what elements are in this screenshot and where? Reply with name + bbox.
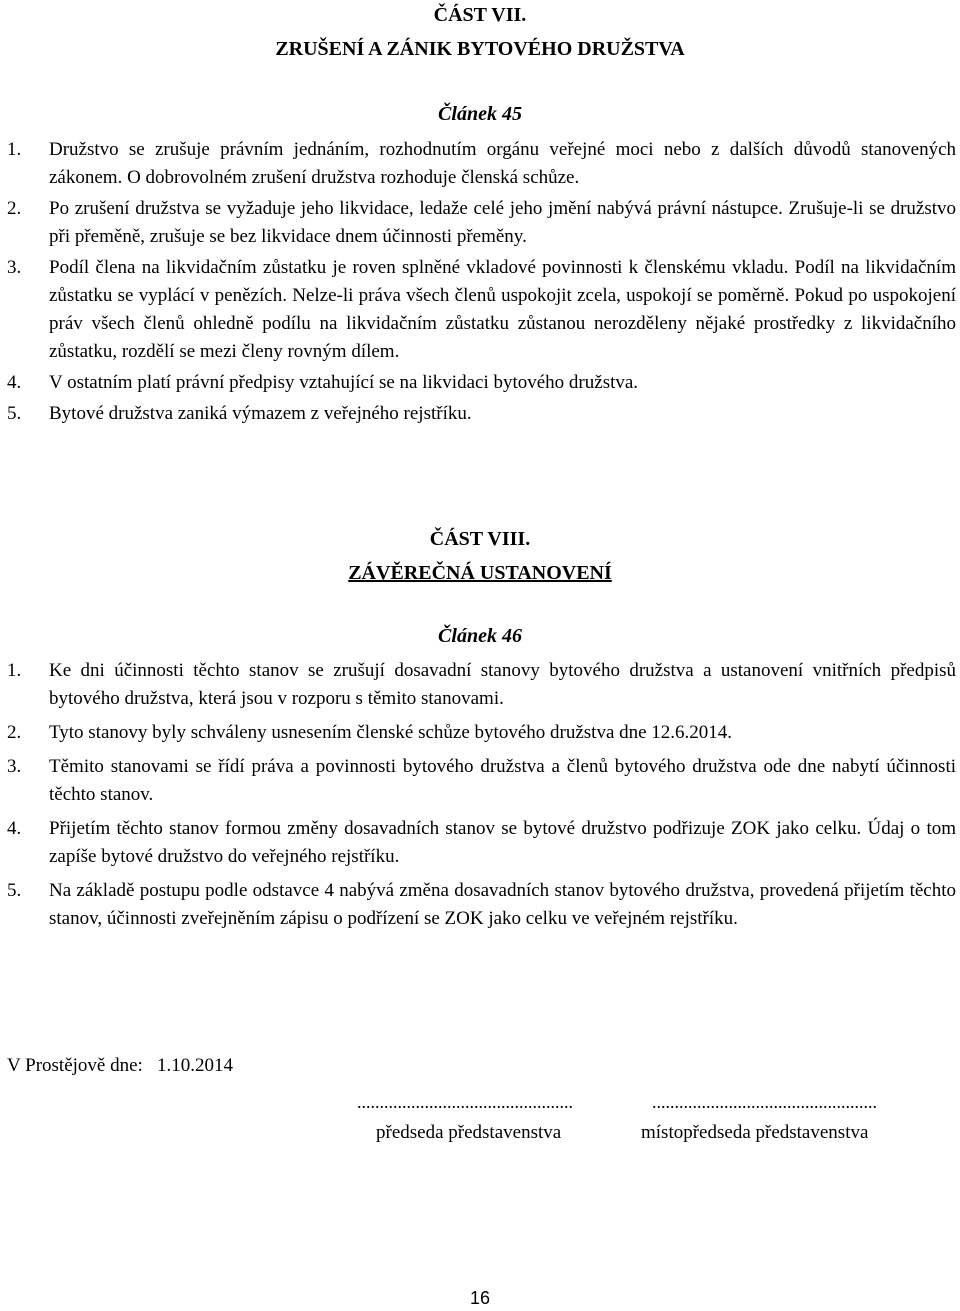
article-heading: Článek 45 xyxy=(438,103,522,125)
list-item: 5. Bytové družstva zaniká výmazem z veřejného rejstříku. xyxy=(7,403,472,424)
part-title: ZRUŠENÍ A ZÁNIK BYTOVÉHO DRUŽSTVA xyxy=(275,38,685,60)
place-and-date: V Prostějově dne: 1.10.2014 xyxy=(7,1055,234,1076)
item-text: V ostatním platí právní předpisy vztahující se na likvidaci bytového družstva. xyxy=(49,372,639,393)
article-46-list xyxy=(0,657,956,939)
item-text: Těmito stanovami se řídí práva a povinnosti bytového družstva a členů bytového družstva ode dne nabytí účinnosti těchto stanov. xyxy=(49,756,956,805)
list-item: 4. Přijetím těchto stanov formou změny dosavadních stanov se bytové družstvo podřizuje ZOK jako celku. Údaj o tom zapíše bytové družstvo do veřejného rejstříku. xyxy=(7,818,956,867)
item-text: Na základě postupu podle odstavce 4 nabývá změna dosavadních stanov bytového družstva, provedená přijetím těchto stanov, účinnosti zveřejněním zápisu o podřízení se ZOK jako celku ve veřejném rejstříku. xyxy=(49,880,956,929)
item-text: Tyto stanovy byly schváleny usnesením členské schůze bytového družstva dne 12.6.2014. xyxy=(49,722,733,743)
item-text: Přijetím těchto stanov formou změny dosavadních stanov se bytové družstvo podřizuje ZOK jako celku. Údaj o tom zapíše bytové družstvo do veřejného rejstříku. xyxy=(49,818,956,867)
list-item: 5. Na základě postupu podle odstavce 4 nabývá změna dosavadních stanov bytového družstva, provedená přijetím těchto stanov, účinnosti zveřejněním zápisu o podřízení se ZOK jako celku ve veřejném rejstříku. xyxy=(7,880,956,929)
list-item: 1. Ke dni účinnosti těchto stanov se zrušují dosavadní stanovy bytového družstva a ustanovení vnitřních předpisů bytového družstva, která jsou v rozporu s těmito stanovami. xyxy=(7,660,956,709)
signature-line-left: ................................................ xyxy=(357,1092,573,1112)
item-text: Podíl člena na likvidačním zůstatku je roven splněné vkladové povinnosti k členskému vkladu. Podíl na likvidačním zůstatku se vyplácí v penězích. Nelze-li práva všech členů uspokojit zcela, uspokojí se poměrně. Pokud po uspokojení práv všech členů ohledně podílu na likvidačním zůstatku zůstanou nerozděleny nějaké prostředky z likvidačního zůstatku, rozdělí se mezi členy rovným dílem. xyxy=(49,257,956,362)
signature-role-right: místopředseda představenstva xyxy=(641,1122,869,1143)
list-item: 3. Podíl člena na likvidačním zůstatku je roven splněné vkladové povinnosti k členskému vkladu. Podíl na likvidačním zůstatku se vyplácí v penězích. Nelze-li práva všech členů uspokojit zcela, uspokojí se poměrně. Pokud po uspokojení práv všech členů ohledně podílu na likvidačním zůstatku zůstanou nerozděleny nějaké prostředky z likvidačního zůstatku, rozdělí se mezi členy rovným dílem. xyxy=(7,257,956,362)
list-item: 4. V ostatním platí právní předpisy vztahující se na likvidaci bytového družstva. xyxy=(7,372,639,393)
list-item: 3. Těmito stanovami se řídí práva a povinnosti bytového družstva a členů bytového družstva ode dne nabytí účinnosti těchto stanov. xyxy=(7,756,956,805)
page-number: 16 xyxy=(469,1288,491,1308)
article-heading: Článek 46 xyxy=(438,625,522,647)
list-item: 1. Družstvo se zrušuje právním jednáním, rozhodnutím orgánu veřejné moci nebo z dalších důvodů stanovených zákonem. O dobrovolném zrušení družstva rozhoduje členská schůze. xyxy=(7,139,956,188)
part-heading: ČÁST VIII. xyxy=(429,528,531,550)
article-45-list xyxy=(0,136,956,431)
list-item: 2. Tyto stanovy byly schváleny usnesením členské schůze bytového družstva dne 12.6.2014. xyxy=(7,722,733,743)
list-item: 2. Po zrušení družstva se vyžaduje jeho likvidace, ledaže celé jeho jmění nabývá právní nástupce. Zrušuje-li se družstvo při přeměně, zrušuje se bez likvidace dnem účinnosti přeměny. xyxy=(7,198,956,247)
item-text: Ke dni účinnosti těchto stanov se zrušují dosavadní stanovy bytového družstva a ustanovení vnitřních předpisů bytového družstva, která jsou v rozporu s těmito stanovami. xyxy=(49,660,956,709)
signature-line-right: .................................................. xyxy=(652,1092,877,1112)
part-heading: ČÁST VII. xyxy=(433,4,527,26)
item-text: Bytové družstva zaniká výmazem z veřejného rejstříku. xyxy=(49,403,472,424)
part-title: ZÁVĚREČNÁ USTANOVENÍ xyxy=(348,562,612,584)
item-text: Po zrušení družstva se vyžaduje jeho likvidace, ledaže celé jeho jmění nabývá právní nástupce. Zrušuje-li se družstvo při přeměně, zrušuje se bez likvidace dnem účinnosti přeměny. xyxy=(49,198,956,247)
signature-role-left: předseda představenstva xyxy=(376,1122,562,1143)
item-text: Družstvo se zrušuje právním jednáním, rozhodnutím orgánu veřejné moci nebo z dalších důvodů stanovených zákonem. O dobrovolném zrušení družstva rozhoduje členská schůze. xyxy=(49,139,956,188)
